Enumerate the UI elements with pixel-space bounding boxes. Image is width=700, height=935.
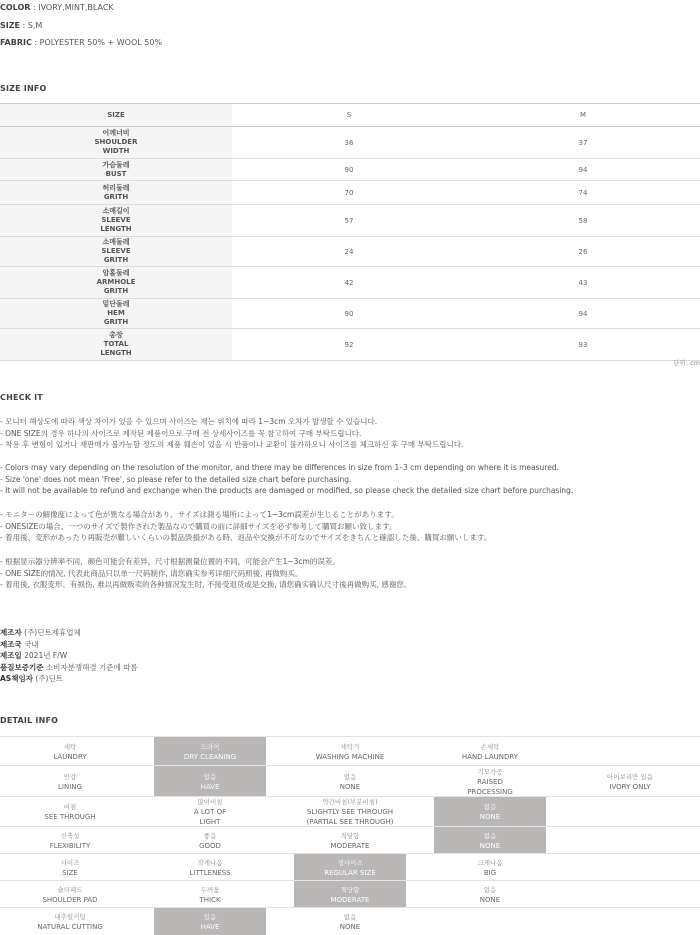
detail-cell-text: 있음 [203,772,217,781]
measurement-label-line: 소매길이 [102,207,130,215]
measurement-label-line: GRITH [103,318,129,326]
detail-cell-selected [154,908,266,935]
note-line: - ONE SIZE的情况, 代表此商品只以单一尺码制作, 请您确实参考详细尺码照後, 再做购买。 [0,568,303,578]
measurement-label-line: SLEEVE [101,247,131,255]
measurement-label-line: ARMHOLE [96,278,136,286]
note-line: - ONESIZEの場合、一つのサイズで製作された製品なので購買の前に詳細サイズを必ず参考して購買お願い致します。 [0,521,397,531]
detail-cell-text: 신축성 [60,831,80,840]
detail-cell-text: 정사이즈 [337,858,363,867]
size-info-title: SIZE INFO [0,84,47,93]
detail-cell-text: HAND LAUNDRY [461,752,519,761]
maker-line: AS책임자 (주)딘트 [0,674,63,684]
detail-row [0,765,700,797]
maker-line: 제조국 국내 [0,639,39,649]
measurement-label [0,237,232,267]
check-it-title: CHECK IT [0,393,43,402]
note-line: - Colors may vary depending on the resolution of the monitor, and there may be differences in size from 1–3 cm depending on where it is measured. [0,463,559,472]
note-line: - 着用後, 衣服变形、有损伤, 难以再做贩卖的各种情况发生时, 不接受退货或是交换, 请您确实确认尺寸後再做购买, 感谢您。 [0,580,412,590]
detail-cell-selected [154,737,266,766]
detail-cell-text: SHOULDER PAD [42,895,98,904]
detail-row [0,736,700,766]
measurement-label-line: 가슴둘레 [102,160,130,169]
detail-cell [434,766,546,797]
size-table [0,103,700,361]
detail-cell-selected [434,827,546,854]
detail-cell [294,737,406,766]
unit-label: 단위: cm [673,359,700,367]
size-header-label: SIZE [0,104,232,127]
detail-row [0,880,700,908]
size-m-value: 74 [466,181,700,205]
notes-korean [0,416,463,451]
detail-cell-text: 숄더패드 [57,885,83,894]
detail-cell-text: REGULAR SIZE [324,868,376,877]
measurement-label [0,267,232,299]
size-m-value: 94 [466,159,700,181]
size-m-value: 43 [466,267,700,299]
size-table-row [0,181,700,205]
detail-cell-text: LIGHT [199,818,221,826]
detail-cell-text: 작게나옴 [197,858,223,867]
detail-cell [294,766,406,797]
detail-cell [560,854,700,881]
detail-cell [560,737,700,766]
detail-cell [434,881,546,908]
size-m-value: 93 [466,329,700,361]
detail-cell-selected [434,797,546,827]
note-line: - 모니터 해상도에 따라 색상 차이가 있을 수 있으며 사이즈는 재는 위치에 따라 1~3cm 오차가 발생할 수 있습니다. [0,417,378,426]
measurement-label [0,181,232,205]
detail-cell-text: MODERATE [330,895,370,904]
measurement-label-line: SLEEVE [101,216,131,224]
size-s-value: 70 [232,181,466,205]
measurement-label [0,205,232,237]
detail-row [0,826,700,854]
size-m-value: 94 [466,299,700,329]
size-m-value: 58 [466,205,700,237]
detail-cell-text: SEE THROUGH [44,813,96,821]
size-table-row [0,299,700,329]
detail-cell-text: (PARTIAL SEE THROUGH) [306,818,394,826]
measurement-label-line: 어깨너비 [102,129,130,137]
note-line: - モニターの解像度によって色が異なる場合があり、サイズは測る場所によって1~3cm誤差が生じることがあります。 [0,510,399,519]
detail-cell-text: 안감 [63,772,77,781]
size-table-header [0,104,700,127]
size-table-row [0,237,700,267]
detail-cell [0,827,140,854]
detail-cell [560,827,700,854]
measurement-label-line: 암홀둘레 [102,269,130,277]
detail-cell-text: 비침 [63,803,77,811]
size-header-s: S [232,104,466,127]
detail-cell [0,766,140,797]
detail-cell-text: HAVE [200,782,220,791]
size-table-row [0,267,700,299]
detail-cell [154,854,266,881]
detail-cell-text: 드라이 [200,742,220,751]
detail-cell-text: FLEXIBILITY [49,841,91,850]
detail-cell-text: LITTLENESS [189,868,231,877]
detail-cell-text: NONE [479,895,501,904]
detail-cell-text: NONE [339,922,361,931]
size-m-value: 37 [466,127,700,159]
detail-row [0,796,700,827]
maker-line: 제조자 (주)딘트제휴업체 [0,628,81,637]
detail-cell [294,797,406,827]
measurement-label-line: GRITH [103,192,129,201]
maker-line: 품질보증기준 소비자분쟁해결 기준에 따름 [0,662,138,672]
detail-cell [0,854,140,881]
notes-chinese [0,556,411,591]
detail-cell-selected [154,766,266,797]
detail-cell-text: SLIGHTLY SEE THROUGH [306,808,394,816]
measurement-label [0,127,232,159]
spec-size: SIZE : S,M [0,21,43,30]
detail-cell-text: 없음 [343,912,357,921]
measurement-label-line: 총장 [109,331,123,339]
measurement-label-line: LENGTH [100,349,132,357]
detail-cell-text: 없음 [483,831,497,840]
measurement-label-line: GRITH [103,287,129,295]
size-table-row [0,127,700,159]
detail-cell [560,797,700,827]
detail-cell-text: NATURAL CUTTING [37,922,103,931]
detail-cell-text: 없음 [483,885,497,894]
note-line: - 根据显示器分辨率不同，颜色可能会有差异，尺寸根据测量位置的不同，可能会产生1~3cm的误差。 [0,557,340,566]
measurement-label-line: 허리둘레 [102,183,130,192]
size-s-value: 90 [232,299,466,329]
detail-cell-text: GOOD [199,841,221,850]
note-line: - 착용 후 변형이 있거나 재판매가 불가능할 정도의 제품 훼손이 있을 시 반품이나 교환이 불가하오니 사이즈를 체크하신 후 구매 부탁드립니다. [0,440,464,450]
detail-cell-text: DRY CLEANING [183,752,237,761]
detail-cell-text: 없음 [343,772,357,781]
size-table-row [0,205,700,237]
detail-cell-text: NONE [479,841,501,850]
detail-cell-text: PROCESSING [467,787,513,796]
detail-cell [294,827,406,854]
detail-cell-text: NONE [339,782,361,791]
maker-info [0,627,138,685]
detail-cell-text: 두꺼움 [200,885,220,894]
detail-row [0,907,700,935]
spec-fabric: FABRIC : POLYESTER 50% + WOOL 50% [0,38,163,47]
detail-cell-text: 있음 [203,912,217,921]
note-line: - 着用後、変形があったり再販売が難しいくらいの製品毀損がある時、返品や交換が不可なのでサイズをきちんと確認した後、購買お願いします。 [0,533,492,543]
detail-cell-text: 기모가공 [477,767,503,776]
detail-cell-text: BIG [483,868,497,877]
detail-cell-text: A LOT OF [193,808,227,816]
detail-cell [0,881,140,908]
detail-cell-text: 좋음 [203,831,217,840]
detail-cell-text: THICK [199,895,221,904]
measurement-label-line: 소매둘레 [102,238,130,246]
measurement-label-line: LENGTH [100,225,132,233]
maker-line: 제조일 2021년 F/W [0,651,68,661]
detail-cell [434,737,546,766]
detail-cell [434,908,546,935]
measurement-label [0,159,232,181]
detail-cell-text: 세탁 [63,742,77,751]
size-m-value: 26 [466,237,700,267]
detail-info-title: DETAIL INFO [0,716,59,725]
detail-cell [154,881,266,908]
measurement-label [0,329,232,361]
measurement-label-line: HEM [107,309,125,317]
detail-cell [560,881,700,908]
note-line: - ONE SIZE의 경우 하나의 사이즈로 제작된 제품이므로 구매 전 상세사이즈를 꼭 참고하여 구매 부탁드립니다. [0,428,362,438]
measurement-label-line: BUST [105,169,127,178]
detail-cell-text: LAUNDRY [53,752,87,761]
detail-cell [560,766,700,797]
detail-cell-text: 적당함 [340,885,360,894]
detail-cell [294,908,406,935]
detail-cell-text: 아이보리만 있음 [606,772,654,781]
measurement-label [0,299,232,329]
detail-cell-text: 적당함 [340,831,360,840]
measurement-label-line: TOTAL [103,340,129,348]
measurement-label-line: 밑단둘레 [102,300,130,308]
detail-cell-text: HAVE [200,922,220,931]
detail-cell-text: LINING [58,782,82,791]
size-table-row [0,329,700,361]
size-s-value: 90 [232,159,466,181]
measurement-label-line: GRITH [103,256,129,264]
detail-cell-text: 내추럴커팅 [54,912,86,921]
detail-cell-text: RAISED [477,777,503,786]
detail-cell [0,737,140,766]
detail-cell [154,797,266,827]
measurement-label-line: SHOULDER [94,138,138,146]
detail-cell-text: 없음 [483,803,497,811]
detail-cell [560,908,700,935]
detail-cell-text: MODERATE [330,841,370,850]
detail-cell [0,908,140,935]
detail-cell-text: SIZE [62,868,78,877]
notes-japanese [0,509,491,544]
detail-cell-text: 크게나옴 [477,858,503,867]
note-line: - It will not be available to refund and exchange when the products are damaged or modified, so please check the detailed size chart before purchasing. [0,486,574,496]
detail-cell-text: 많이비침 [197,798,223,806]
detail-cell [154,827,266,854]
size-s-value: 36 [232,127,466,159]
detail-cell [0,797,140,827]
size-s-value: 42 [232,267,466,299]
detail-cell-text: 사이즈 [60,858,80,867]
detail-cell-selected [294,854,406,881]
notes-english [0,462,573,497]
size-header-m: M [466,104,700,127]
spec-color: COLOR : IVORY,MINT,BLACK [0,3,114,12]
detail-row [0,853,700,881]
detail-cell [434,854,546,881]
detail-cell-text: 약간비침(부분비침) [322,798,378,806]
detail-cell-selected [294,881,406,908]
detail-cell-text: NONE [479,813,501,821]
detail-cell-text: 손세탁 [480,742,500,751]
detail-cell-text: WASHING MACHINE [315,752,385,761]
size-table-row [0,159,700,181]
size-s-value: 57 [232,205,466,237]
detail-cell-text: 세탁기 [340,742,360,751]
detail-cell-text: IVORY ONLY [609,782,651,791]
note-line: - Size 'one' does not mean 'Free', so please refer to the detailed size chart before purchasing. [0,474,352,484]
measurement-label-line: WIDTH [102,147,130,155]
size-s-value: 24 [232,237,466,267]
size-s-value: 92 [232,329,466,361]
